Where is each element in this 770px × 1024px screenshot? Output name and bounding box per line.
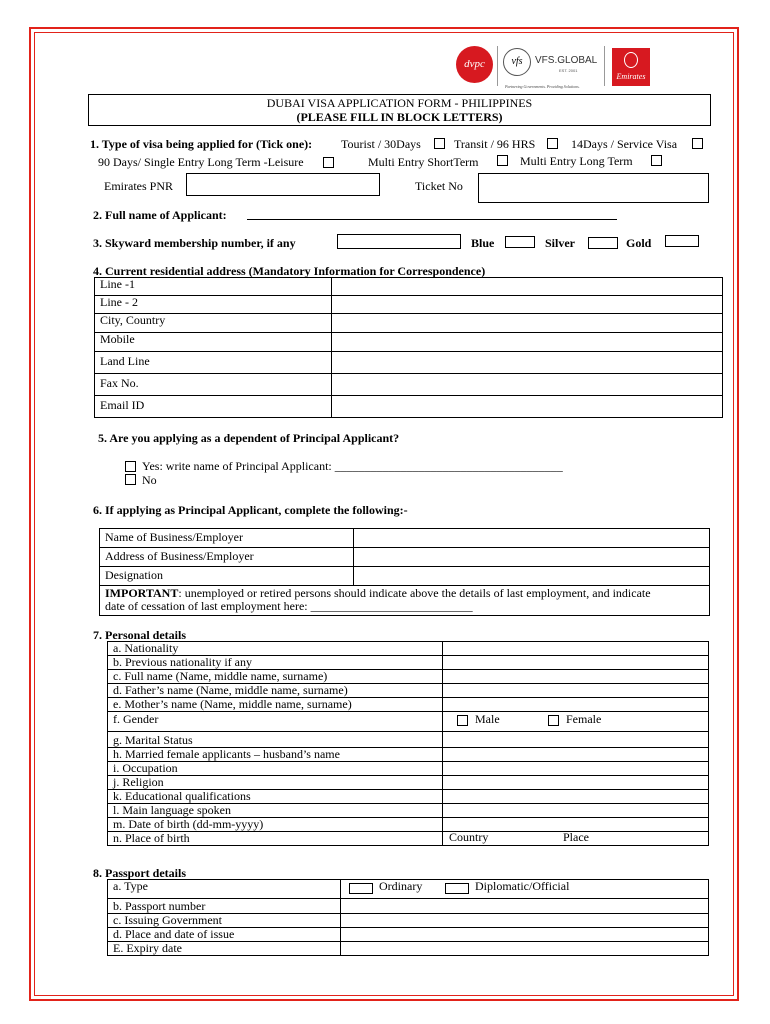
table-row [108, 914, 709, 928]
table-row [108, 790, 709, 804]
service-checkbox[interactable] [692, 138, 703, 149]
form-title: DUBAI VISA APPLICATION FORM - PHILIPPINES [266, 96, 533, 110]
table-row [108, 684, 709, 698]
row-label: E. Expiry date [108, 942, 341, 956]
personal-heading: 7. Personal details [93, 628, 186, 642]
table-row [108, 748, 709, 762]
table-row [95, 278, 723, 296]
gold-label: Gold [626, 236, 652, 250]
silver-label: Silver [545, 236, 575, 250]
gold-checkbox[interactable] [665, 235, 699, 247]
tourist-checkbox[interactable] [434, 138, 445, 149]
birth-place-cell[interactable] [443, 832, 709, 846]
dvpc-logo: dvpc [456, 46, 493, 83]
female-label: Female [566, 712, 602, 726]
passport-type-cell [341, 880, 709, 899]
table-row [95, 314, 723, 333]
ordinary-label: Ordinary [379, 879, 423, 893]
table-row [95, 352, 723, 374]
row-value[interactable] [341, 942, 709, 956]
dependent-heading: 5. Are you applying as a dependent of Principal Applicant? [98, 431, 400, 445]
vfs-logo: vfs [503, 48, 531, 76]
table-row [108, 642, 709, 656]
vfs-tagline: Partnering Governments. Providing Solutions. [505, 84, 580, 89]
leisure-label: 90 Days/ Single Entry Long Term -Leisure [98, 155, 304, 169]
address-heading: 4. Current residential address (Mandatory Information for Correspondence) [93, 264, 486, 278]
tourist-label: Tourist / 30Days [341, 137, 421, 151]
male-label: Male [475, 712, 500, 726]
principal-heading: 6. If applying as Principal Applicant, complete the following:- [93, 503, 408, 517]
row-value[interactable] [341, 914, 709, 928]
multi-long-checkbox[interactable] [651, 155, 662, 166]
personal-table [107, 641, 709, 846]
table-row [108, 698, 709, 712]
row-value[interactable] [332, 278, 723, 296]
row-value[interactable] [443, 642, 709, 656]
row-value[interactable] [443, 656, 709, 670]
row-value[interactable] [332, 333, 723, 352]
vfs-est: EST. 2001 [559, 68, 578, 73]
table-row [108, 656, 709, 670]
skyward-heading: 3. Skyward membership number, if any [93, 236, 296, 250]
diplomatic-checkbox[interactable] [445, 883, 469, 894]
row-label: d. Place and date of issue [108, 928, 341, 942]
yes-checkbox[interactable] [125, 461, 136, 472]
pnr-label: Emirates PNR [104, 179, 173, 193]
row-label: h. Married female applicants – husband’s name [108, 748, 443, 762]
leisure-checkbox[interactable] [323, 157, 334, 168]
table-row [108, 804, 709, 818]
row-label: Land Line [95, 352, 332, 374]
logo-divider-2 [604, 46, 605, 86]
table-row [95, 333, 723, 352]
diplomatic-label: Diplomatic/Official [475, 879, 570, 893]
yes-label: Yes: write name of Principal Applicant: ______________________________________ [142, 459, 563, 473]
table-row [108, 712, 709, 732]
row-value[interactable] [341, 928, 709, 942]
row-value[interactable] [443, 698, 709, 712]
row-label: l. Main language spoken [108, 804, 443, 818]
ticket-input[interactable] [478, 173, 709, 203]
row-value[interactable] [443, 670, 709, 684]
gender-cell [443, 712, 709, 732]
row-label: Email ID [95, 396, 332, 418]
transit-checkbox[interactable] [547, 138, 558, 149]
visa-type-heading: 1. Type of visa being applied for (Tick one): [90, 137, 313, 151]
row-value[interactable] [354, 548, 710, 567]
row-label: d. Father’s name (Name, middle name, surname) [108, 684, 443, 698]
table-row [108, 880, 709, 899]
table-row [100, 529, 710, 548]
important-note [100, 586, 710, 616]
form-subtitle: (PLEASE FILL IN BLOCK LETTERS) [296, 110, 503, 124]
row-value[interactable] [341, 899, 709, 914]
row-value[interactable] [443, 776, 709, 790]
row-label: c. Issuing Government [108, 914, 341, 928]
country-label: Country [449, 830, 489, 844]
row-label: Line -1 [95, 278, 332, 296]
female-checkbox[interactable] [548, 715, 559, 726]
row-value[interactable] [332, 352, 723, 374]
row-value[interactable] [332, 374, 723, 396]
table-row [108, 928, 709, 942]
row-label: j. Religion [108, 776, 443, 790]
table-row [108, 899, 709, 914]
table-row [95, 396, 723, 418]
row-value[interactable] [443, 762, 709, 776]
row-label: b. Previous nationality if any [108, 656, 443, 670]
ordinary-checkbox[interactable] [349, 883, 373, 894]
row-label: Line - 2 [95, 296, 332, 314]
row-label: k. Educational qualifications [108, 790, 443, 804]
transit-label: Transit / 96 HRS [454, 137, 536, 151]
service-label: 14Days / Service Visa [571, 137, 678, 151]
row-label: Address of Business/Employer [100, 548, 354, 567]
table-row [100, 567, 710, 586]
passport-heading: 8. Passport details [93, 866, 186, 880]
important-label: IMPORTANT [105, 586, 179, 600]
silver-checkbox[interactable] [588, 237, 618, 249]
skyward-input[interactable] [337, 234, 461, 249]
table-row [108, 670, 709, 684]
row-value[interactable] [443, 790, 709, 804]
emirates-wordmark: Emirates [616, 72, 646, 81]
table-row [108, 732, 709, 748]
row-label: c. Full name (Name, middle name, surname) [108, 670, 443, 684]
row-label: a. Type [108, 880, 341, 899]
row-value[interactable] [332, 296, 723, 314]
important-text-2: date of cessation of last employment here: ___________________________ [105, 599, 473, 613]
blue-label: Blue [471, 236, 495, 250]
row-value[interactable] [443, 732, 709, 748]
blue-checkbox[interactable] [505, 236, 535, 248]
row-value[interactable] [354, 567, 710, 586]
row-value[interactable] [354, 529, 710, 548]
row-label: b. Passport number [108, 899, 341, 914]
table-row [100, 548, 710, 567]
male-checkbox[interactable] [457, 715, 468, 726]
row-label: Name of Business/Employer [100, 529, 354, 548]
no-checkbox[interactable] [125, 474, 136, 485]
passport-table [107, 879, 709, 956]
row-label: e. Mother’s name (Name, middle name, surname) [108, 698, 443, 712]
row-value[interactable] [332, 396, 723, 418]
vfs-global-name: VFS.GLOBAL [535, 55, 598, 66]
table-row [108, 942, 709, 956]
table-row [95, 296, 723, 314]
full-name-heading: 2. Full name of Applicant: [93, 208, 227, 222]
principal-table [99, 528, 710, 616]
row-value[interactable] [332, 314, 723, 333]
row-label: n. Place of birth [108, 832, 443, 846]
important-text: : unemployed or retired persons should indicate above the details of last employment, and indicate [178, 586, 651, 600]
pnr-input[interactable] [186, 173, 380, 196]
multi-short-checkbox[interactable] [497, 155, 508, 166]
no-label: No [142, 473, 157, 487]
table-row [95, 374, 723, 396]
row-value[interactable] [443, 684, 709, 698]
place-label: Place [563, 830, 589, 844]
table-row [100, 586, 710, 616]
row-value[interactable] [443, 748, 709, 762]
row-label: Fax No. [95, 374, 332, 396]
row-label: f. Gender [108, 712, 443, 732]
logo-divider [497, 46, 498, 86]
row-label: i. Occupation [108, 762, 443, 776]
table-row [108, 776, 709, 790]
row-value[interactable] [443, 804, 709, 818]
row-label: g. Marital Status [108, 732, 443, 748]
row-label: Designation [100, 567, 354, 586]
table-row [108, 832, 709, 846]
row-label: a. Nationality [108, 642, 443, 656]
emirates-logo [612, 48, 650, 86]
full-name-input[interactable] [247, 219, 617, 220]
multi-short-label: Multi Entry ShortTerm [368, 155, 479, 169]
row-label: Mobile [95, 333, 332, 352]
row-label: City, Country [95, 314, 332, 333]
row-label: m. Date of birth (dd-mm-yyyy) [108, 818, 443, 832]
ticket-label: Ticket No [415, 179, 463, 193]
address-table [94, 277, 723, 418]
table-row [108, 818, 709, 832]
table-row [108, 762, 709, 776]
multi-long-label: Multi Entry Long Term [520, 154, 633, 168]
